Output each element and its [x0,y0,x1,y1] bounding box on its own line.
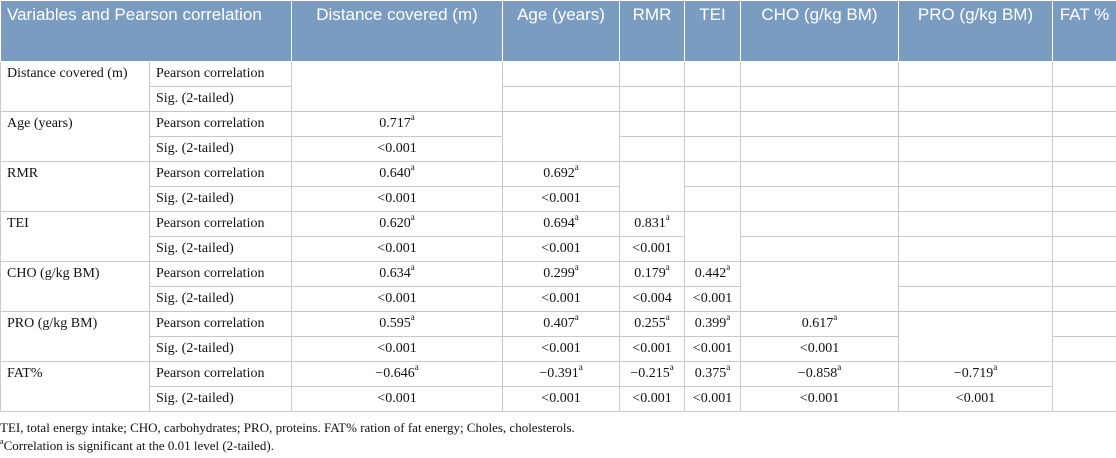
diagonal-empty-cell [741,262,899,312]
header-pro: PRO (g/kg BM) [899,1,1053,62]
pearson-value-cell [620,262,685,287]
pearson-value-cell [503,312,620,337]
footnote-marker: a [0,436,4,446]
pearson-value-cell [685,312,741,337]
empty-cell [1053,87,1116,112]
empty-cell [620,87,685,112]
sig-value: <0.001 [292,237,503,262]
footnote-significance [0,437,575,455]
pearson-value: 0.717 [379,116,411,131]
pearson-value: 0.620 [379,216,411,231]
pearson-value-cell [292,262,503,287]
empty-cell [1053,62,1116,87]
significance-marker: a [993,362,998,373]
pearson-value: 0.694 [543,216,575,231]
empty-cell [1053,162,1116,187]
stat-label: Sig. (2-tailed) [150,187,292,212]
table-row-pearson [1,112,1116,137]
variable-label: RMR [1,162,150,212]
significance-marker: a [665,212,670,223]
table-body [1,62,1116,412]
significance-marker: a [410,112,415,123]
empty-cell [899,262,1053,287]
pearson-value-cell [292,162,503,187]
significance-marker: a [574,312,579,323]
sig-value: <0.001 [741,387,899,412]
stat-label: Pearson correlation [150,112,292,137]
sig-value: <0.001 [292,137,503,162]
pearson-value-cell [620,212,685,237]
pearson-value-cell [620,312,685,337]
stat-label: Pearson correlation [150,212,292,237]
empty-cell [1053,312,1116,337]
footnote-significance-text: Correlation is significant at the 0.01 level (2-tailed). [3,438,274,453]
stat-label: Pearson correlation [150,312,292,337]
empty-cell [685,62,741,87]
significance-marker: a [410,262,415,273]
empty-cell [685,112,741,137]
pearson-value: 0.442 [694,266,727,281]
empty-cell [685,187,741,212]
significance-marker: a [665,312,670,323]
pearson-value: 0.640 [379,166,411,181]
pearson-value-cell [685,362,741,387]
significance-marker: a [833,312,838,323]
sig-value: <0.001 [292,287,503,312]
empty-cell [899,112,1053,137]
stat-label: Sig. (2-tailed) [150,287,292,312]
empty-cell [899,287,1053,312]
significance-marker: a [726,312,731,323]
diagonal-empty-cell [899,312,1053,362]
pearson-value-cell [503,212,620,237]
pearson-value: 0.831 [634,216,666,231]
pearson-value-cell [503,162,620,187]
stat-label: Sig. (2-tailed) [150,237,292,262]
pearson-value: −0.858 [797,366,838,381]
diagonal-empty-cell [1053,362,1116,412]
empty-cell [685,137,741,162]
header-rmr: RMR [620,1,685,62]
variable-label: TEI [1,212,150,262]
empty-cell [899,87,1053,112]
table-row-pearson [1,262,1116,287]
pearson-value: 0.399 [694,316,727,331]
table-row-sig [1,387,1116,412]
pearson-value: 0.407 [543,316,575,331]
header-row [1,1,1116,62]
sig-value: <0.001 [503,187,620,212]
variable-label: Age (years) [1,112,150,162]
empty-cell [899,62,1053,87]
stat-label: Pearson correlation [150,362,292,387]
pearson-value-cell [292,112,503,137]
empty-cell [899,187,1053,212]
significance-marker: a [669,362,674,373]
empty-cell [899,212,1053,237]
significance-marker: a [578,362,583,373]
pearson-value: 0.692 [543,166,575,181]
stat-label: Pearson correlation [150,262,292,287]
pearson-value: 0.179 [634,266,666,281]
header-age: Age (years) [503,1,620,62]
table-row-pearson [1,362,1116,387]
pearson-value-cell [292,212,503,237]
sig-value: <0.001 [503,237,620,262]
empty-cell [741,62,899,87]
sig-value: <0.001 [741,337,899,362]
empty-cell [1053,237,1116,262]
table-row-sig [1,87,1116,112]
table-row-pearson [1,212,1116,237]
sig-value: <0.004 [620,287,685,312]
variable-label: CHO (g/kg BM) [1,262,150,312]
empty-cell [899,137,1053,162]
empty-cell [1053,262,1116,287]
empty-cell [503,62,620,87]
sig-value: <0.001 [292,387,503,412]
table-row-pearson [1,162,1116,187]
variable-label: Distance covered (m) [1,62,150,112]
significance-marker: a [726,262,731,273]
empty-cell [1053,137,1116,162]
empty-cell [899,162,1053,187]
header-cho: CHO (g/kg BM) [741,1,899,62]
sig-value: <0.001 [292,337,503,362]
stat-label: Sig. (2-tailed) [150,387,292,412]
sig-value: <0.001 [503,287,620,312]
sig-value: <0.001 [685,337,741,362]
diagonal-empty-cell [620,162,685,212]
sig-value: <0.001 [685,287,741,312]
empty-cell [741,187,899,212]
empty-cell [1053,187,1116,212]
stat-label: Sig. (2-tailed) [150,137,292,162]
pearson-value: 0.595 [379,316,411,331]
pearson-value-cell [899,362,1053,387]
significance-marker: a [837,362,842,373]
pearson-value: 0.375 [694,366,727,381]
stat-label: Pearson correlation [150,162,292,187]
sig-value: <0.001 [620,387,685,412]
table-row-sig [1,187,1116,212]
sig-value: <0.001 [503,337,620,362]
pearson-value-cell [741,362,899,387]
pearson-value: −0.646 [375,366,415,381]
pearson-value-cell [741,312,899,337]
pearson-value: 0.299 [543,266,575,281]
pearson-value: 0.617 [801,316,834,331]
empty-cell [899,237,1053,262]
empty-cell [1053,112,1116,137]
pearson-value-cell [620,362,685,387]
table-row-sig [1,237,1116,262]
sig-value: <0.001 [503,387,620,412]
pearson-value: −0.215 [630,366,670,381]
sig-value: <0.001 [685,387,741,412]
diagonal-empty-cell [503,112,620,162]
footnote-abbreviations: TEI, total energy intake; CHO, carbohydrates; PRO, proteins. FAT% ration of fat energy; Choles, cholesterols. [0,420,575,435]
significance-marker: a [410,212,415,223]
table-row-pearson [1,62,1116,87]
stat-label: Pearson correlation [150,62,292,87]
empty-cell [620,112,685,137]
empty-cell [1053,287,1116,312]
diagonal-empty-cell [292,62,503,112]
header-fat: FAT % [1053,1,1116,62]
empty-cell [1053,212,1116,237]
significance-marker: a [726,362,731,373]
empty-cell [741,137,899,162]
sig-value: <0.001 [899,387,1053,412]
stat-label: Sig. (2-tailed) [150,337,292,362]
stat-label: Sig. (2-tailed) [150,87,292,112]
empty-cell [741,87,899,112]
variable-label: PRO (g/kg BM) [1,312,150,362]
pearson-value: 0.634 [379,266,411,281]
significance-marker: a [574,262,579,273]
empty-cell [620,137,685,162]
sig-value: <0.001 [620,237,685,262]
empty-cell [741,237,899,262]
pearson-value: −0.719 [953,366,994,381]
empty-cell [1053,337,1116,362]
diagonal-empty-cell [685,212,741,262]
pearson-value: 0.255 [634,316,666,331]
empty-cell [685,87,741,112]
significance-marker: a [410,312,415,323]
empty-cell [741,162,899,187]
table-footnotes [0,419,575,455]
header-variables: Variables and Pearson correlation [1,1,292,62]
pearson-value-cell [292,362,503,387]
sig-value: <0.001 [620,337,685,362]
variable-label: FAT% [1,362,150,412]
empty-cell [503,87,620,112]
header-distance: Distance covered (m) [292,1,503,62]
significance-marker: a [410,162,415,173]
table-row-pearson [1,312,1116,337]
significance-marker: a [665,262,670,273]
significance-marker: a [414,362,419,373]
significance-marker: a [574,162,579,173]
table-row-sig [1,287,1116,312]
sig-value: <0.001 [292,187,503,212]
empty-cell [741,212,899,237]
header-tei: TEI [685,1,741,62]
pearson-value-cell [292,312,503,337]
empty-cell [685,162,741,187]
empty-cell [741,112,899,137]
pearson-value-cell [503,362,620,387]
pearson-value-cell [685,262,741,287]
empty-cell [620,62,685,87]
significance-marker: a [574,212,579,223]
pearson-value-cell [503,262,620,287]
pearson-value: −0.391 [539,366,579,381]
